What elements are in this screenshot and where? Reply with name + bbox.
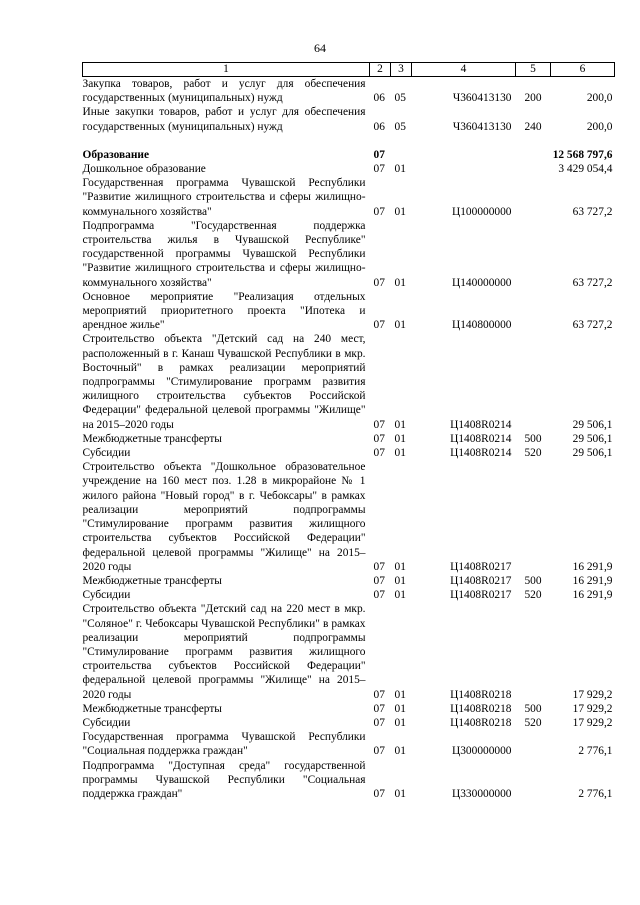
table-row bbox=[83, 77, 615, 106]
row-section-cell: 06 bbox=[373, 120, 385, 133]
table-row bbox=[83, 602, 615, 701]
row-expense-type-cell bbox=[516, 332, 551, 431]
row-expense-type-cell: 520 bbox=[524, 716, 542, 729]
row-target-article-cell: Ц1408R0214 bbox=[450, 432, 512, 445]
row-expense-type-cell: 240 bbox=[524, 120, 542, 133]
row-target-article-cell: Ц140000000 bbox=[452, 276, 512, 289]
column-header-2: 2 bbox=[370, 63, 391, 77]
row-subsection-cell: 01 bbox=[394, 447, 406, 460]
row-subsection-cell: 01 bbox=[394, 560, 406, 573]
page-number: 64 bbox=[314, 41, 326, 55]
row-name-cell: Субсидии bbox=[82, 589, 131, 602]
row-name-cell: Строительство объекта "Детский сад на 240 мест, расположенный в г. Канаш Чувашской Республики в мкр. Восточный" в рамках реализации мероприятий подпрограммы "Стимулирование программ развития жилищного строительства субъектов Российской Федерации" федеральной целевой программы "Жилище" на 2015–2020 годы bbox=[82, 333, 366, 431]
row-name-cell: Иные закупки товаров, работ и услуг для обеспечения государственных (муниципальных) нужд bbox=[82, 106, 366, 133]
row-name-cell: Дошкольное образование bbox=[82, 163, 206, 176]
row-subsection-cell: 01 bbox=[394, 745, 406, 758]
row-name-cell: Государственная программа Чувашской Республики "Социальная поддержка граждан" bbox=[82, 731, 366, 758]
row-subsection-cell: 01 bbox=[394, 205, 406, 218]
row-amount-cell: 2 776,1 bbox=[578, 745, 613, 758]
header-row bbox=[83, 63, 615, 77]
row-amount-cell: 63 727,2 bbox=[572, 205, 613, 218]
row-subsection-cell: 01 bbox=[394, 163, 406, 176]
row-target-article-cell: Ц330000000 bbox=[452, 787, 512, 800]
row-target-article-cell: Ц140800000 bbox=[452, 319, 512, 332]
row-target-article-cell: Ц1408R0214 bbox=[450, 418, 512, 431]
row-expense-type-cell bbox=[516, 176, 551, 219]
row-amount-cell: 16 291,9 bbox=[572, 574, 613, 587]
row-expense-type-cell bbox=[516, 290, 551, 333]
row-expense-type-cell bbox=[516, 759, 551, 802]
table-row bbox=[83, 219, 615, 290]
row-name-cell: Государственная программа Чувашской Республики "Развитие жилищного строительства и сферы жилищно-коммунального хозяйства" bbox=[82, 177, 366, 218]
row-expense-type-cell bbox=[516, 219, 551, 290]
row-subsection-cell bbox=[391, 134, 412, 162]
table-row bbox=[83, 588, 615, 602]
row-section-cell: 07 bbox=[373, 276, 385, 289]
row-section-cell: 06 bbox=[373, 92, 385, 105]
row-target-article-cell: Ц1408R0214 bbox=[450, 447, 512, 460]
row-name-cell: Подпрограмма "Государственная поддержка строительства жилья в Чувашской Республике" государственной программы Чувашской Республики "Развитие жилищного строительства и сферы жилищно-коммунального хозяйства" bbox=[82, 219, 366, 289]
budget-table bbox=[82, 62, 615, 801]
row-subsection-cell: 01 bbox=[394, 319, 406, 332]
row-expense-type-cell bbox=[516, 162, 551, 176]
row-subsection-cell: 01 bbox=[394, 716, 406, 729]
row-amount-cell: 29 506,1 bbox=[572, 432, 613, 445]
row-subsection-cell: 01 bbox=[394, 574, 406, 587]
row-subsection-cell: 01 bbox=[394, 702, 406, 715]
row-target-article-cell: Ц1408R0218 bbox=[450, 716, 512, 729]
row-section-cell: 07 bbox=[373, 574, 385, 587]
table-row bbox=[83, 574, 615, 588]
row-section-cell: 07 bbox=[373, 745, 385, 758]
column-header-6: 6 bbox=[551, 63, 615, 77]
row-section-cell: 07 bbox=[373, 148, 385, 161]
table-row bbox=[83, 446, 615, 460]
row-amount-cell: 29 506,1 bbox=[572, 447, 613, 460]
row-expense-type-cell bbox=[516, 134, 551, 162]
row-target-article-cell: Ц100000000 bbox=[452, 205, 512, 218]
column-header-3: 3 bbox=[391, 63, 412, 77]
row-target-article-cell: Ц1408R0218 bbox=[450, 688, 512, 701]
row-section-cell: 07 bbox=[373, 319, 385, 332]
row-expense-type-cell bbox=[516, 602, 551, 701]
row-name-cell: Межбюджетные трансферты bbox=[82, 574, 222, 587]
row-amount-cell: 2 776,1 bbox=[578, 787, 613, 800]
row-target-article-cell: Ц300000000 bbox=[452, 745, 512, 758]
table-row bbox=[83, 702, 615, 716]
row-subsection-cell: 01 bbox=[394, 432, 406, 445]
row-section-cell: 07 bbox=[373, 163, 385, 176]
row-amount-cell: 63 727,2 bbox=[572, 319, 613, 332]
row-expense-type-cell bbox=[516, 460, 551, 574]
table-row bbox=[83, 162, 615, 176]
row-expense-type-cell: 500 bbox=[524, 574, 542, 587]
row-expense-type-cell: 200 bbox=[524, 92, 542, 105]
table-row bbox=[83, 432, 615, 446]
row-name-cell: Подпрограмма "Доступная среда" государственной программы Чувашской Республики "Социальная поддержка граждан" bbox=[82, 759, 366, 800]
column-header-5: 5 bbox=[516, 63, 551, 77]
row-name-cell: Закупка товаров, работ и услуг для обеспечения государственных (муниципальных) нужд bbox=[82, 78, 366, 105]
row-target-article-cell: Ц1408R0217 bbox=[450, 560, 512, 573]
row-name-cell: Основное мероприятие "Реализация отдельных мероприятий приоритетного проекта "Ипотека и арендное жилье" bbox=[82, 290, 366, 332]
row-subsection-cell: 01 bbox=[394, 688, 406, 701]
row-section-cell: 07 bbox=[373, 716, 385, 729]
row-amount-cell: 17 929,2 bbox=[572, 702, 613, 715]
row-amount-cell: 16 291,9 bbox=[572, 589, 613, 602]
row-amount-cell: 16 291,9 bbox=[572, 560, 613, 573]
row-section-cell: 07 bbox=[373, 688, 385, 701]
row-name-cell: Строительство объекта "Дошкольное образовательное учреждение на 160 мест поз. 1.28 в микрорайоне № 1 жилого района "Новый город" в г. Чебоксары" в рамках реализации мероприятий подпрограммы "Стимулирование программ развития жилищного строительства субъектов Российской Федерации" федеральной целевой программы "Жилище" на 2015–2020 годы bbox=[82, 461, 366, 573]
row-expense-type-cell bbox=[516, 730, 551, 758]
row-amount-cell: 200,0 bbox=[586, 120, 613, 133]
row-expense-type-cell: 500 bbox=[524, 702, 542, 715]
row-subsection-cell: 01 bbox=[394, 787, 406, 800]
column-header-4: 4 bbox=[412, 63, 516, 77]
table-row bbox=[83, 332, 615, 431]
row-section-cell: 07 bbox=[373, 560, 385, 573]
row-subsection-cell: 01 bbox=[394, 589, 406, 602]
table-row bbox=[83, 134, 615, 162]
table-row bbox=[83, 105, 615, 133]
row-amount-cell: 17 929,2 bbox=[572, 688, 613, 701]
table-row bbox=[83, 290, 615, 333]
row-expense-type-cell: 520 bbox=[524, 447, 542, 460]
table-row bbox=[83, 716, 615, 730]
row-section-cell: 07 bbox=[373, 418, 385, 431]
row-amount-cell: 17 929,2 bbox=[572, 716, 613, 729]
row-name-cell: Межбюджетные трансферты bbox=[82, 432, 222, 445]
row-section-cell: 07 bbox=[373, 589, 385, 602]
row-amount-cell: 63 727,2 bbox=[572, 276, 613, 289]
row-target-article-cell bbox=[412, 134, 516, 162]
row-expense-type-cell: 500 bbox=[524, 432, 542, 445]
row-target-article-cell: Ц1408R0218 bbox=[450, 702, 512, 715]
row-name-cell: Субсидии bbox=[82, 716, 131, 729]
row-target-article-cell bbox=[412, 162, 516, 176]
row-target-article-cell: Ч360413130 bbox=[452, 120, 512, 133]
column-header-1: 1 bbox=[83, 63, 370, 77]
row-section-cell: 07 bbox=[373, 432, 385, 445]
table-row bbox=[83, 460, 615, 574]
row-target-article-cell: Ч360413130 bbox=[452, 92, 512, 105]
row-subsection-cell: 01 bbox=[394, 418, 406, 431]
row-amount-cell: 29 506,1 bbox=[572, 418, 613, 431]
row-name-cell: Субсидии bbox=[82, 447, 131, 460]
row-amount-cell: 12 568 797,6 bbox=[552, 148, 613, 161]
row-section-cell: 07 bbox=[373, 447, 385, 460]
table-row bbox=[83, 176, 615, 219]
row-section-cell: 07 bbox=[373, 702, 385, 715]
row-target-article-cell: Ц1408R0217 bbox=[450, 589, 512, 602]
row-subsection-cell: 05 bbox=[394, 92, 406, 105]
row-name-cell: Строительство объекта "Детский сад на 220 мест в мкр. "Соляное" г. Чебоксары Чувашской Республики" в рамках реализации мероприятий подпрограммы "Стимулирование программ развития жилищного строительства субъектов Российской Федерации" федеральной целевой программы "Жилище" на 2015–2020 годы bbox=[82, 603, 366, 701]
table-row bbox=[83, 759, 615, 802]
row-amount-cell: 3 429 054,4 bbox=[558, 163, 613, 176]
table-row bbox=[83, 730, 615, 758]
row-section-cell: 07 bbox=[373, 205, 385, 218]
row-subsection-cell: 05 bbox=[394, 120, 406, 133]
row-name-cell: Образование bbox=[82, 148, 150, 161]
row-section-cell: 07 bbox=[373, 787, 385, 800]
row-subsection-cell: 01 bbox=[394, 276, 406, 289]
row-amount-cell: 200,0 bbox=[586, 92, 613, 105]
row-expense-type-cell: 520 bbox=[524, 589, 542, 602]
row-target-article-cell: Ц1408R0217 bbox=[450, 574, 512, 587]
row-name-cell: Межбюджетные трансферты bbox=[82, 702, 222, 715]
